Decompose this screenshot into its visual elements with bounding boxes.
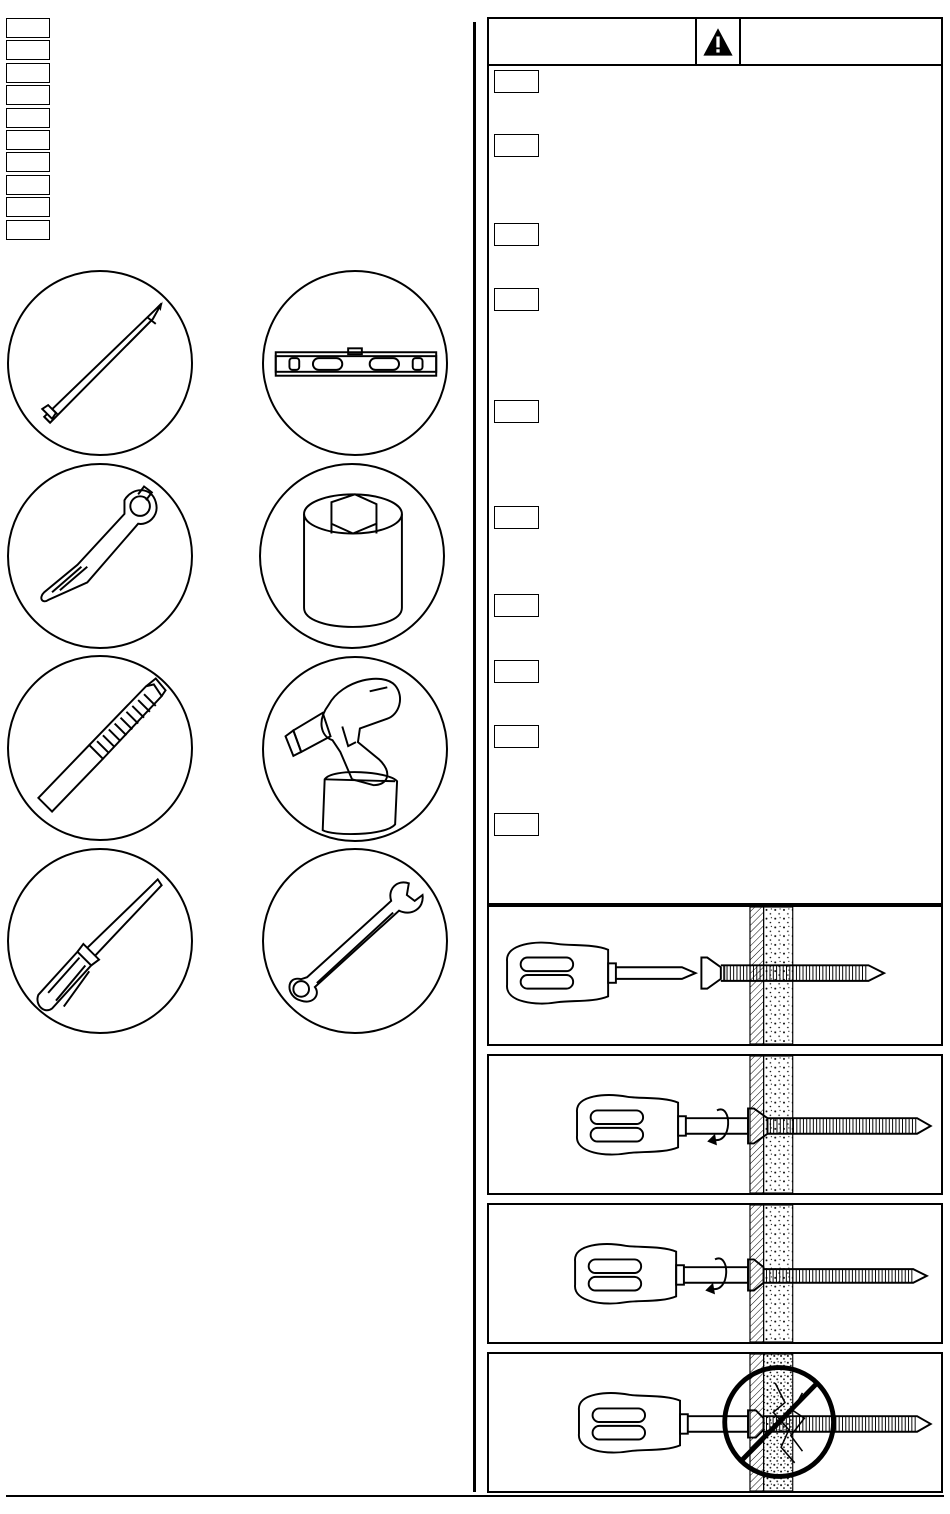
footer-rule <box>6 1495 944 1497</box>
cordless-drill-icon <box>262 656 448 842</box>
ratchet-icon <box>7 463 193 649</box>
level-icon <box>262 270 448 456</box>
parts-list-box <box>6 220 50 240</box>
parts-list-box <box>6 85 50 105</box>
warning-panel <box>487 17 943 905</box>
parts-list-box <box>6 152 50 172</box>
warning-item-number-box <box>494 813 539 836</box>
parts-list-box <box>6 108 50 128</box>
step-tighten-screw <box>487 1054 943 1195</box>
warning-item-number-box <box>494 660 539 683</box>
warning-item-number-box <box>494 288 539 311</box>
warning-item-number-box <box>494 506 539 529</box>
step-do-not-overtighten <box>487 1352 943 1493</box>
warning-item-number-box <box>494 725 539 748</box>
pencil-icon <box>7 270 193 456</box>
step-insert-screw <box>487 905 943 1046</box>
drill-bit-icon <box>7 655 193 841</box>
warning-item-number-box <box>494 134 539 157</box>
warning-item-number-box <box>494 400 539 423</box>
warning-triangle-icon <box>695 19 741 64</box>
warning-header <box>489 19 941 66</box>
column-divider <box>473 22 476 1492</box>
parts-list-box <box>6 130 50 150</box>
warning-item-number-box <box>494 70 539 93</box>
parts-list-box <box>6 18 50 38</box>
phillips-screwdriver-icon <box>7 848 193 1034</box>
parts-list-box <box>6 175 50 195</box>
step-tighten-flush <box>487 1203 943 1344</box>
wrench-icon <box>262 848 448 1034</box>
parts-list-box <box>6 197 50 217</box>
warning-item-number-box <box>494 223 539 246</box>
parts-list-box <box>6 63 50 83</box>
warning-item-number-box <box>494 594 539 617</box>
socket-icon <box>259 463 445 649</box>
parts-list-box <box>6 40 50 60</box>
